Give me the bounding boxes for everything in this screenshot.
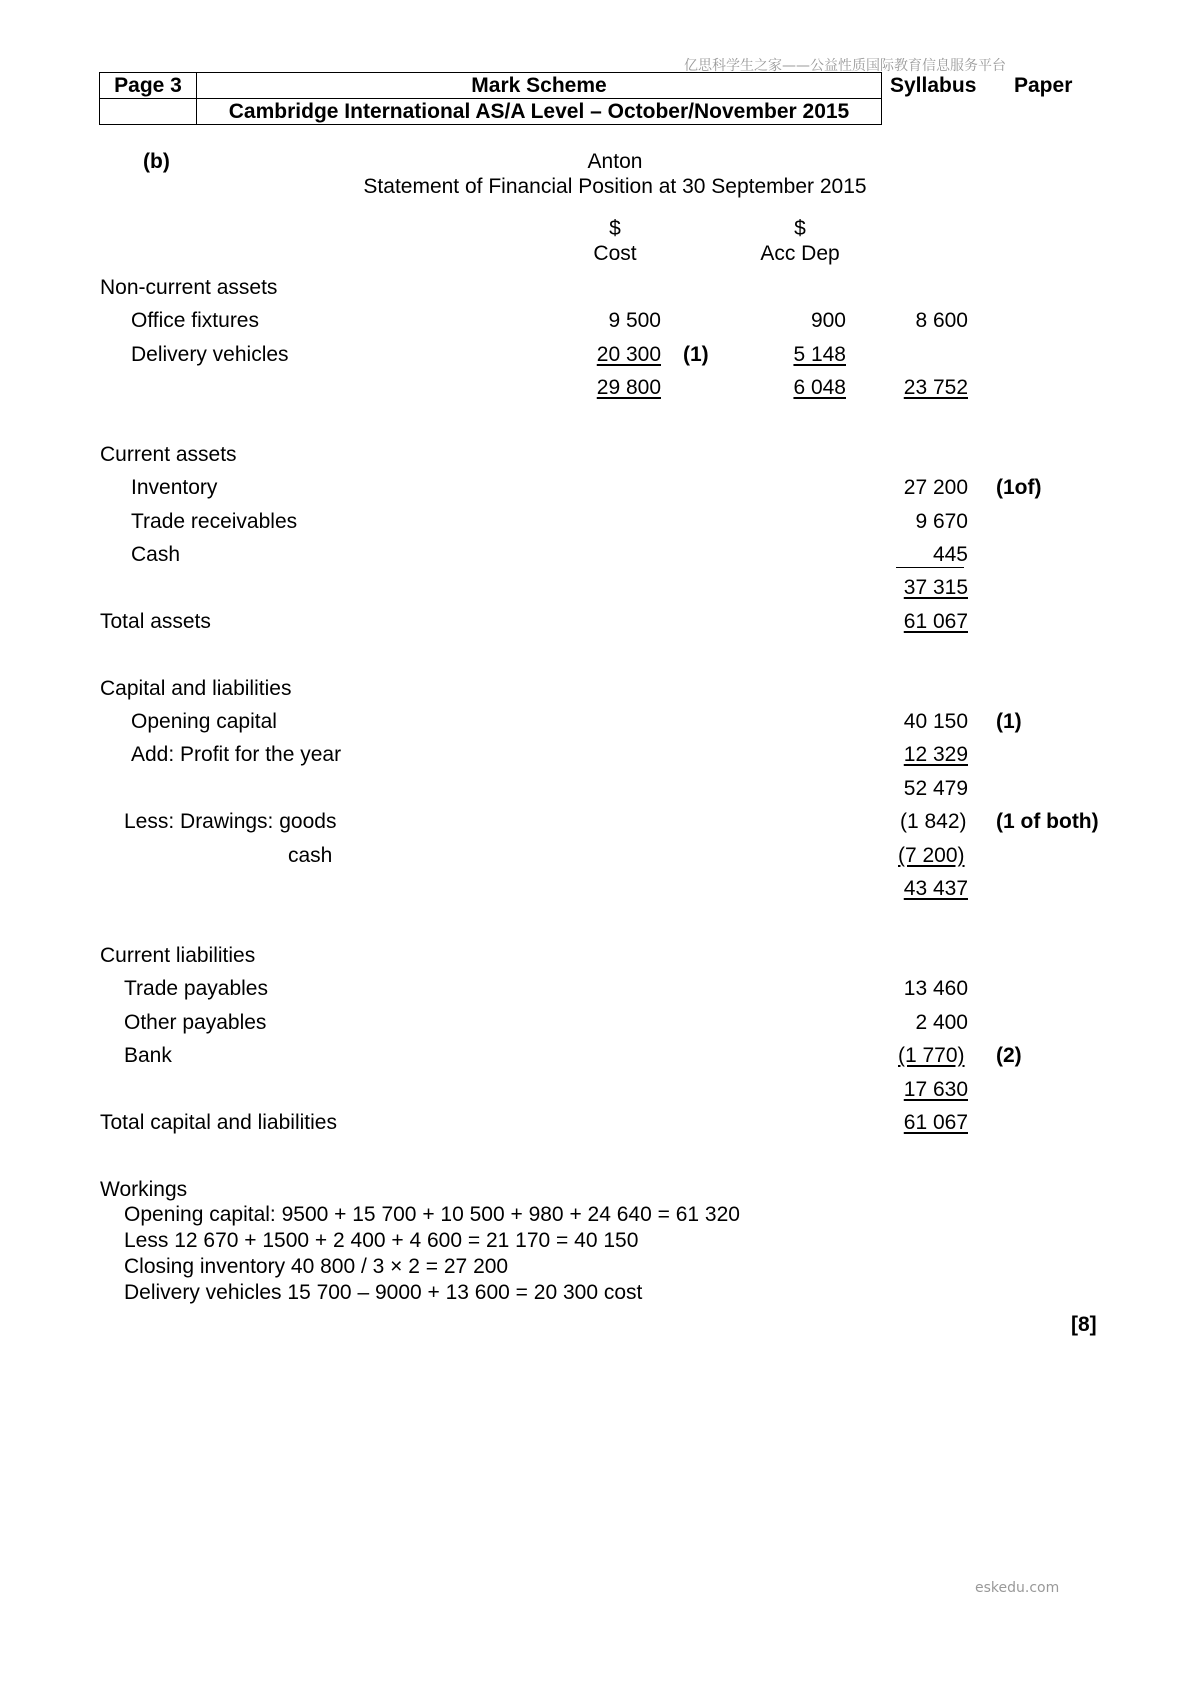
non-current-total-dep: 6 048 (793, 376, 846, 399)
non-current-total-cost: 29 800 (596, 376, 661, 399)
trade-payables-label: Trade payables (124, 977, 268, 1000)
bank-label: Bank (124, 1044, 172, 1067)
delivery-vehicles-dep: 5 148 (793, 343, 846, 366)
delivery-vehicles-label: Delivery vehicles (131, 343, 289, 366)
working-line: Opening capital: 9500 + 15 700 + 10 500 + 980 + 24 640 = 61 320 (124, 1203, 740, 1226)
statement-name: Anton (587, 150, 643, 173)
header-title: Mark Scheme (471, 74, 607, 97)
profit-value: 12 329 (903, 743, 968, 766)
header-page: Page 3 (114, 74, 182, 97)
bank-value: (1 770) (898, 1044, 965, 1067)
watermark-top: 亿思科学生之家——公益性质国际教育信息服务平台 (684, 58, 1006, 74)
liabilities-total: 17 630 (903, 1078, 968, 1101)
non-current-heading: Non-current assets (100, 276, 278, 299)
drawings-goods-value: (1 842) (900, 810, 967, 833)
statement-title: Statement of Financial Position at 30 September 2015 (363, 175, 867, 198)
header-syllabus: Syllabus (890, 74, 977, 97)
drawings-label: Less: Drawings: goods (124, 810, 337, 833)
cash-label: Cash (131, 543, 181, 566)
working-line: Closing inventory 40 800 / 3 × 2 = 27 200 (124, 1255, 509, 1278)
capital-subtotal: 52 479 (903, 777, 968, 800)
office-fixtures-cost: 9 500 (608, 309, 661, 332)
total-capital-liabilities-value: 61 067 (903, 1111, 968, 1134)
total-assets-value: 61 067 (903, 610, 968, 633)
receivables-label: Trade receivables (131, 510, 298, 533)
other-payables-label: Other payables (124, 1011, 267, 1034)
total-marks: [8] (1071, 1313, 1097, 1336)
office-fixtures-dep: 900 (810, 309, 846, 332)
col-dep-currency: $ (794, 217, 806, 240)
trade-payables-value: 13 460 (903, 977, 968, 1000)
header-paper: Paper (1014, 74, 1073, 97)
bank-mark: (2) (996, 1044, 1022, 1067)
working-line: Less 12 670 + 1500 + 2 400 + 4 600 = 21 170 = 40 150 (124, 1229, 639, 1252)
current-assets-heading: Current assets (100, 443, 237, 466)
delivery-vehicles-mark: (1) (683, 343, 709, 366)
workings-heading: Workings (100, 1178, 188, 1201)
profit-label: Add: Profit for the year (131, 743, 342, 766)
cash-value: 445 (932, 543, 968, 566)
office-fixtures-label: Office fixtures (131, 309, 259, 332)
drawings-cash-label: cash (288, 844, 333, 867)
part-label: (b) (143, 150, 170, 173)
header-empty-cell (99, 98, 197, 125)
capital-heading: Capital and liabilities (100, 677, 292, 700)
working-line: Delivery vehicles 15 700 – 9000 + 13 600 = 20 300 cost (124, 1281, 643, 1304)
capital-total: 43 437 (903, 877, 968, 900)
drawings-cash-value: (7 200) (898, 844, 965, 867)
opening-capital-value: 40 150 (903, 710, 968, 733)
total-capital-liabilities-label: Total capital and liabilities (100, 1111, 337, 1134)
drawings-mark: (1 of both) (996, 810, 1099, 833)
liabilities-heading: Current liabilities (100, 944, 256, 967)
col-dep-header: Acc Dep (760, 242, 840, 265)
col-cost-header: Cost (593, 242, 637, 265)
header-subtitle: Cambridge International AS/A Level – October/November 2015 (228, 100, 850, 123)
non-current-total-nbv: 23 752 (903, 376, 968, 399)
col-cost-currency: $ (609, 217, 621, 240)
inventory-label: Inventory (131, 476, 218, 499)
opening-capital-mark: (1) (996, 710, 1022, 733)
current-assets-total: 37 315 (903, 576, 968, 599)
office-fixtures-nbv: 8 600 (915, 309, 968, 332)
watermark-bottom: eskedu.com (975, 1580, 1060, 1596)
opening-capital-label: Opening capital (131, 710, 277, 733)
delivery-vehicles-cost: 20 300 (596, 343, 661, 366)
receivables-value: 9 670 (915, 510, 968, 533)
other-payables-value: 2 400 (915, 1011, 968, 1034)
inventory-value: 27 200 (903, 476, 968, 499)
inventory-mark: (1of) (996, 476, 1042, 499)
total-assets-label: Total assets (100, 610, 211, 633)
